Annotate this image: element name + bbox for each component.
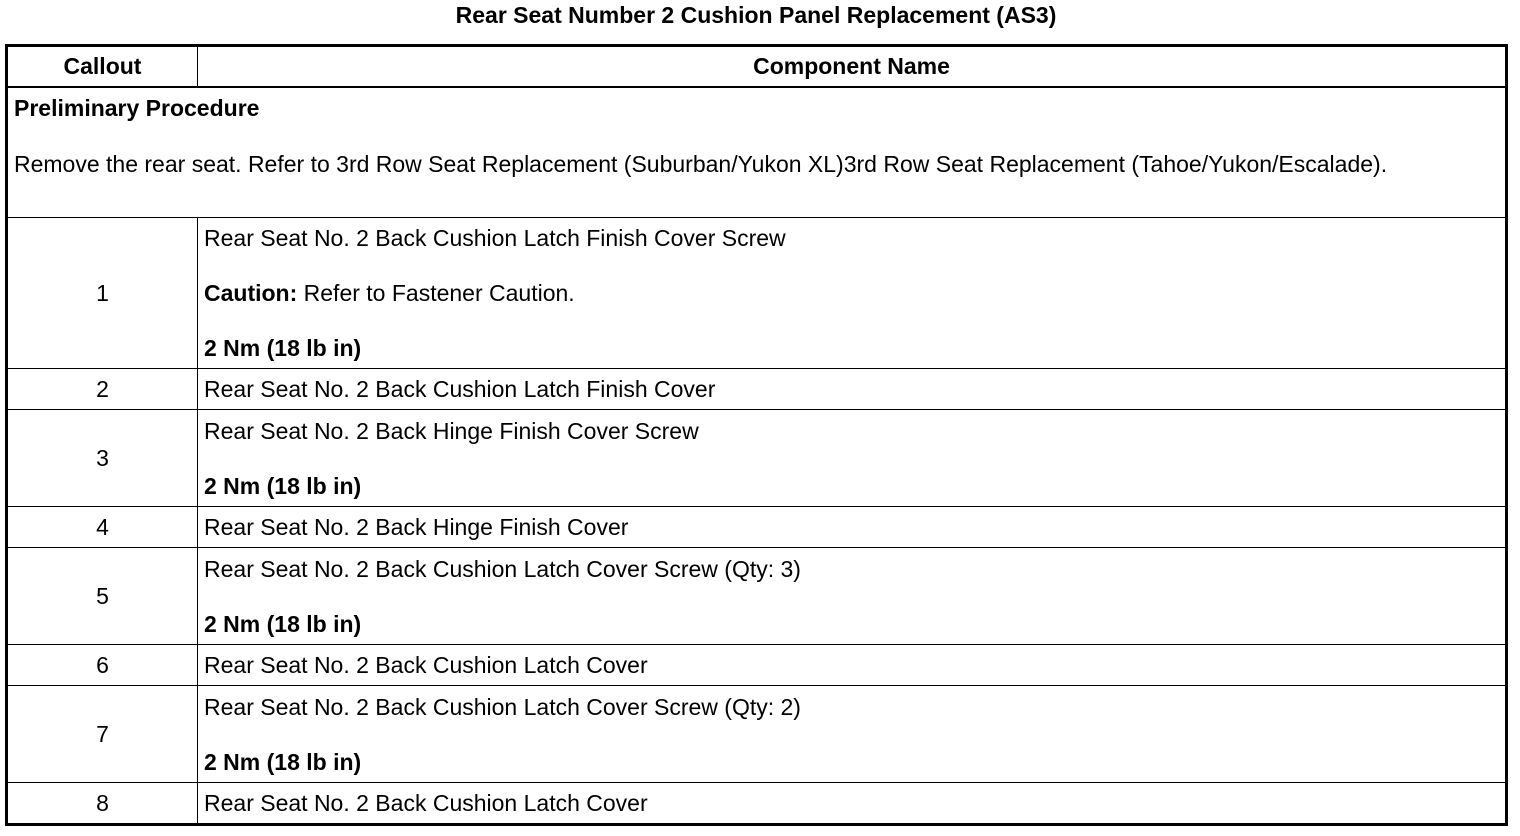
callout-number: 4 (7, 507, 198, 548)
table-row (7, 507, 1507, 548)
table-row (7, 548, 1507, 645)
table-row (7, 369, 1507, 410)
component-name: Rear Seat No. 2 Back Cushion Latch Cover (198, 645, 1507, 686)
caution-note (204, 279, 1499, 307)
callout-number: 3 (7, 410, 198, 507)
torque-spec: 2 Nm (18 lb in) (204, 472, 362, 499)
component-name: Rear Seat No. 2 Back Hinge Finish Cover Screw (204, 417, 699, 444)
table-row (7, 410, 1507, 507)
component-cell (198, 410, 1507, 507)
preliminary-procedure-cell (7, 87, 1507, 218)
component-table (5, 44, 1508, 826)
table-row (7, 218, 1507, 369)
callout-number: 8 (7, 783, 198, 825)
component-cell (198, 686, 1507, 783)
component-name: Rear Seat No. 2 Back Cushion Latch Cover Screw (Qty: 2) (204, 693, 801, 720)
caution-text: Refer to Fastener Caution. (297, 280, 575, 306)
callout-number: 1 (7, 218, 198, 369)
component-cell (198, 218, 1507, 369)
preliminary-procedure-title: Preliminary Procedure (14, 95, 260, 121)
page-title: Rear Seat Number 2 Cushion Panel Replacement (AS3) (455, 2, 1057, 28)
callout-number: 7 (7, 686, 198, 783)
table-header-row (7, 46, 1507, 88)
component-cell (198, 548, 1507, 645)
torque-spec: 2 Nm (18 lb in) (204, 335, 362, 361)
component-name: Rear Seat No. 2 Back Cushion Latch Finish Cover Screw (204, 225, 786, 251)
callout-number: 6 (7, 645, 198, 686)
component-name-header: Component Name (198, 46, 1507, 88)
component-name: Rear Seat No. 2 Back Cushion Latch Cover (198, 783, 1507, 825)
component-name: Rear Seat No. 2 Back Cushion Latch Cover Screw (Qty: 3) (204, 555, 801, 582)
preliminary-procedure-row (7, 87, 1507, 218)
table-row (7, 645, 1507, 686)
table-row (7, 783, 1507, 825)
table-row (7, 686, 1507, 783)
component-name: Rear Seat No. 2 Back Hinge Finish Cover (198, 507, 1507, 548)
torque-spec: 2 Nm (18 lb in) (204, 610, 362, 637)
caution-label: Caution: (204, 280, 298, 306)
callout-number: 2 (7, 369, 198, 410)
component-name: Rear Seat No. 2 Back Cushion Latch Finish Cover (198, 369, 1507, 410)
torque-spec: 2 Nm (18 lb in) (204, 748, 362, 775)
callout-number: 5 (7, 548, 198, 645)
preliminary-procedure-text: Remove the rear seat. Refer to 3rd Row Seat Replacement (Suburban/Yukon XL)3rd Row Seat Replacement (Tahoe/Yukon/Escalade). (14, 151, 1388, 177)
callout-header: Callout (7, 46, 198, 88)
